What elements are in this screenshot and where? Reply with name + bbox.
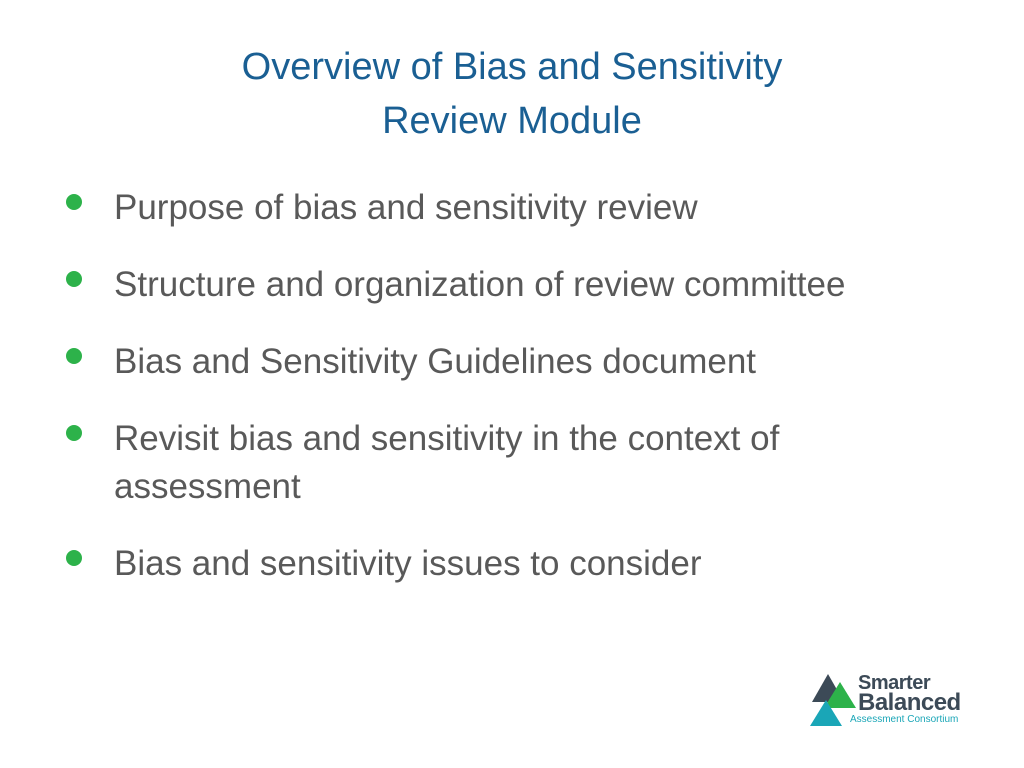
bullet-dot-icon	[66, 550, 82, 566]
logo-text-consortium: Assessment Consortium	[850, 714, 959, 725]
bullet-item	[60, 338, 900, 386]
smarter-balanced-logo	[808, 668, 988, 732]
slide-title-line-2: Review Module	[382, 100, 642, 142]
bullet-dot-icon	[66, 425, 82, 441]
bullet-item	[60, 540, 900, 588]
bullet-dot-icon	[66, 348, 82, 364]
bullet-item	[60, 184, 900, 232]
bullet-text: Structure and organization of review committee	[114, 265, 846, 304]
bullet-item	[60, 261, 900, 309]
logo-text-balanced: Balanced	[858, 689, 961, 716]
bullet-dot-icon	[66, 271, 82, 287]
bullet-text: Purpose of bias and sensitivity review	[114, 188, 698, 227]
slide-title-line-1: Overview of Bias and Sensitivity	[241, 46, 783, 88]
bullet-text: Bias and Sensitivity Guidelines document	[114, 342, 757, 381]
bullet-item	[60, 415, 900, 511]
logo-text-smarter: Smarter	[858, 672, 931, 694]
slide-title	[0, 40, 1024, 148]
bullet-list	[60, 184, 900, 617]
bullet-text: Revisit bias and sensitivity in the context of assessment	[114, 419, 780, 506]
bullet-text: Bias and sensitivity issues to consider	[114, 544, 702, 583]
bullet-dot-icon	[66, 194, 82, 210]
